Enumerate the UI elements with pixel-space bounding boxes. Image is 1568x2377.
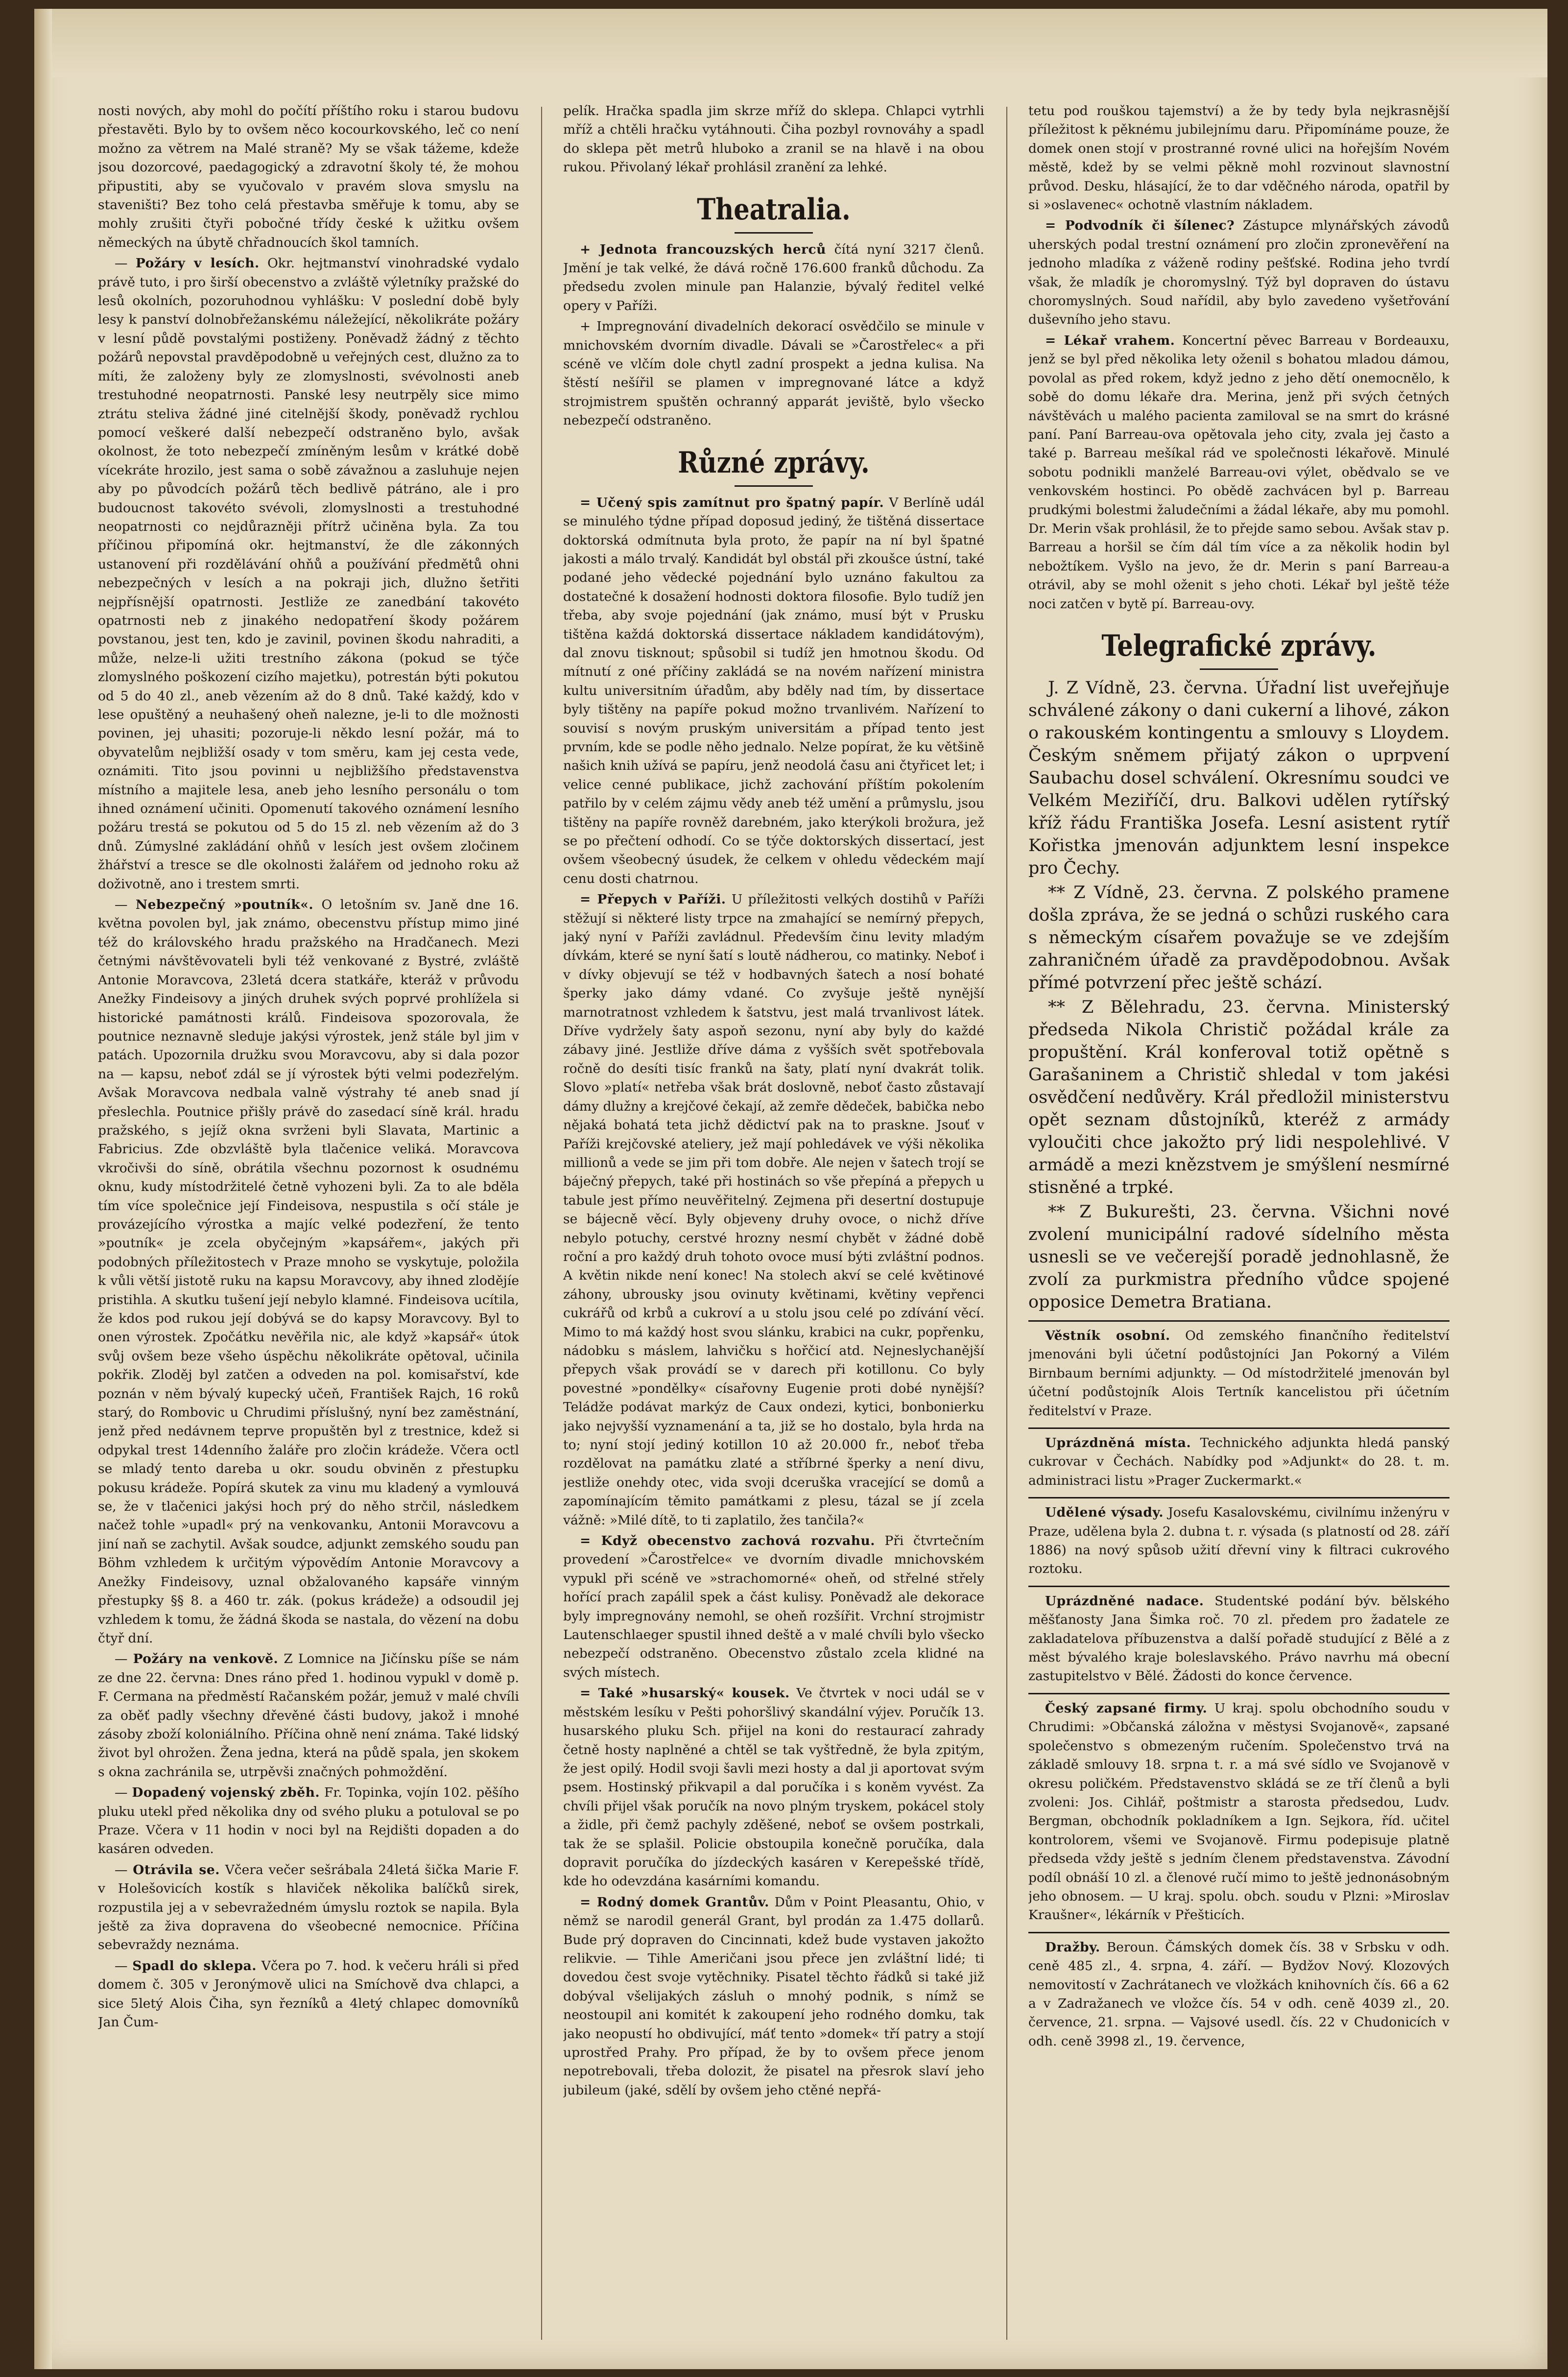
text-deserter: Fr. Topinka, vojín 102. pěšího pluku utekl před několika dny od svého pluku a potuloval se po Praze. Včera v 11 hodin v noci byl na Rejdišti dopaden a do kasáren odveden.	[98, 1785, 519, 1857]
article-doctor	[1028, 332, 1449, 614]
text-french-actors: čítá nyní 3217 členů. Jmění je tak velké, že dává ročně 176.600 franků důchodu. Za předsedu zvolen minule pan Halanzie, bývalý ředitel velké opery v Paříži.	[563, 241, 984, 313]
heading-personal: Věstník osobní.	[1045, 1328, 1170, 1343]
section-title-various: Různé zprávy.	[678, 445, 870, 480]
text-luxury: U příležitosti velkých dostihů v Paříži stěžují si některé listy trpce na zmahající se nemírný přepych, jaký nyní v Paříži zavládnul. Především činu levity mladým dívkám, které se nyní šatí s loutě nádherou, co matinky. Neboť i v dívky objevují se též v hodbavných šatech a nosí bohaté šperky jako dámy vdané. Co zvyšuje ještě nynější marnotratnost vzhledem k šatstvu, jest malá trvanlivost látek. Dříve vydržely šaty aspoň sezonu, nyní aby byly do každé zábavy jiné. Jestliže dříve dáma z vyšších svět spotřebovala ročně do desíti tisíc franků na šaty, platí nyní dvakrát tolik. Slovo »platí« netřeba však brát doslovně, neboť často zůstavají dámy dlužny a krejčové čekají, až zemře dědeček, babička nebo nějaká bohatá teta jichž dědictví pak na to praskne. Jsouť v Paříži krejčovské ateliery, jež mají pohledávek ve výši několika millionů a vede se jim při tom dobře. Ale nejen v šatech trojí se báječný přepych, také při hostinách so vše přepíná a přepych u tabule jest přímo neuvěřitelný. Zejmena při desertní dostupuje se bájecně věcí. Byly objeveny druhy ovoce, o nichž dříve nebylo potuchy, cerstvé hrozny nesmí chybět v žádné době roční a pro každý druh tohoto ovoce musí býti zvláštní podnos. A květin nikde není konec! Na stolech akví se celé květinové záhony, ubrousky jsou ovinuty květinami, květiny vepřenci cukrářů od krbů a cukroví a u stolu jsou celé po zdívání věcí. Mimo to má každý host svou slánku, krabici na cukr, popřenku, nádobku s máslem, lahvičku s hořčicí atd. Nejneslychanější přepych však provádí se v darech při kotillonu. Co byly povestné »pondělky« císařovny Eugenie proti dobé nynější? Teládže podávat markýz de Caux ondezi, kytici, bonbonierku jako nejvyšší vyznamenání a ta, již se ho dostalo, byla hrda na to; nyní stojí jediný kotillon 10 až 20.000 fr., neboť třeba rozdělovat na památku zlaté a stříbrné šperky a není divu, jestliže onehdy otec, vida svoji dceruška vracející se domů a zapomínajícím těmito památkami z plesu, tázal se jí zcela vážně: »Milé dítě, to ti zaplatilo, žes tančila?«	[563, 892, 984, 1528]
divider	[1028, 1932, 1449, 1933]
notice-foundations	[1028, 1592, 1449, 1686]
divider	[1028, 1586, 1449, 1587]
text-firms: U kraj. spolu obchodního soudu v Chrudimi: »Občanská záložna v městysi Svojanově«, zapsané společenstvo s obmezeným ručením. Společenstvo trvá na základě smlouvy 18. srpna t. r. a má své sídlo ve Svojanově v okresu poličkém. Představenstvo skládá se ze tří členů a byli zvoleni: Jos. Cihlář, poštmistr a starosta předsedou, Ludv. Bergman, obchodník pokladníkem a Ign. Sejkora, říd. učitel kontrolorem, všemi ve Svojanově. Firmu podepisuje platně předseda vždy ještě s jedním členem představenstva. Závodní podíl obnáší 10 zl. a členové ručí mimo to ještě jednonásobným jeho obnosem. — U kraj. spolu. obch. soudu v Plzni: »Miroslav Kraušner«, lékárník v Přešticích.	[1028, 1700, 1449, 1923]
section-underline	[735, 485, 813, 487]
column-rule-1	[541, 107, 542, 2340]
telegraph-bucharest: ** Z Bukurešti, 23. června. Všichni nové zvolení municipální radové sídelního města usnesli se ve večerejší poradě jednohlasně, že zvolí za purkmistra předního vůdce spojené opposice Demetra Bratiana.	[1028, 1202, 1449, 1312]
text-foundations: Studentské podání býv. bělského měšťanosty Jana Šimka roč. 70 zl. předem pro žadatele ze zakladatelova příbuzenstva a další pořadě studující z Bělé a z měst bývalého kraje boleslavského. Právo navrhu má obecní zastupitelstvo v Bělé. Žádosti do konce července.	[1028, 1593, 1449, 1684]
page-top-fold	[34, 9, 1547, 77]
heading-grant: = Rodný domek Grantův.	[580, 1894, 769, 1910]
telegraph-block	[1028, 677, 1449, 1313]
article-cellar: — Spadl do sklepa. Včera po 7. hod. k večeru hráli si před domem č. 305 v Jeronýmově ulici na Smíchově dva chlapci, a sice 5letý Alois Čiha, syn řezníků a 4letý chlapec domovníků Jan Čum-	[98, 1958, 519, 2030]
article-school-tail: nosti nových, aby mohl do počítí příštího roku i starou budovu přestavěti. Bylo by to ovšem něco kocourkovského, leč co není možno za větrem na Malé straně? My se však tážeme, kdeže jsou dozorcové, paedagogický a zdravotní školy té, že mohou připustiti, aby se vyučovalo v pravém slova smyslu na staveništi? Bez toho celá přestavba směřuje k tomu, aby se mohly zrušiti čtyři pobočné třídy české k užitku ovšem německých na úbytě chřadnoucích škol tamních.	[98, 103, 519, 250]
newspaper-page	[34, 9, 1547, 2369]
article-pilgrim: — Nebezpečný »poutník«. O letošním sv. Janě dne 16. května povolen byl, jak známo, obecenstvu přístup mimo jiné též do královského hradu pražského na Hradčanech. Mezi četnými návštěvovateli byli též venkované z Bystré, zvláště Antonie Moravcova, 23letá dcera statkáře, kteráž v průvodu Anežky Findeisovy a jiných druhek svých poprvé prohlížela si historické památnosti králů. Findeisova spozorovala, že poutnice neznavně sleduje jakýsi výrostek, jenž stále byl jim v patách. Upozornila družku svou Moravcovu, aby si dala pozor na — kapsu, neboť zdál se jí výrostek býti velmi podezřelým. Avšak Moravcova nedbala valně výstrahy té aneb snad jí přeslechla. Poutnice přišly právě do zasedací síně král. hradu pražského, s jejíž okna svrženi byli Slavata, Martinic a Fabricius. Zde obzvláště byla tlačenice veliká. Moravcova vkročivši do síně, obrátila všechnu pozornost k osudnému oknu, kudy místodržitelé četně vyhozeni byli. Za to ale bděla tím více společnice její Findeisova, nespustila s očí stále je provázejícího výrostka a majíc velké podezření, že tento »poutník« je zcela obyčejným »kapsářem«, jakých při podobných příležitostech v Praze mnoho se vyskytuje, položila k vůli větší jistotě ruku na kapsu Moravcovy, aby ihned zlodějíe pristihla. A skutku tušení její nebylo klamné. Findeisova ucítila, že kdos pod rukou její dobývá se do kapsy Moravcovy. Byl to onen výrostek. Zpočátku nevěřila nic, ale když »kapsář« útok svůj ovšem beze všeho úspěchu několikráte opětoval, učinila pokřik. Zloděj byl zatčen a odveden na pol. komisařství, kde poznán v něm bývalý kupecký učeň, František Rajch, 16 roků starý, do Rombovic u Chrudimi příslušný, nyní bez zaměstnání, jenž před nedávnem teprve propuštěn byl z trestnice, kdež si odpykal trest 14denního žaláře pro zločin krádeže. Včera octl se mladý tento dareba u okr. soudu obviněn z přestupku pokusu krádeže. Popírá skutek za vinu mu kladený a vymlouvá se, že v tlačenici jakýsi hoch prý do něho strčil, následkem načež tohle »upadl« prý na venkovanku, Antonii Moravcovu a jiní naň se zachytil. Avšak soudce, adjunkt zemského soudu pan Böhm vzhledem k určitým výpovědím Antonie Moravcovy a Anežky Findeisovy, uznal obžalovaného kapsáře vinným přestupky §§ 8. a 460 tr. zák. (pokus krádeže) a odsoudil jej vzhledem k tomu, že žádná škoda se nastala, do vězení na dobu čtyř dní.	[98, 897, 519, 1646]
text-country-fires: Z Lomnice na Jičínsku píše se nám ze dne 22. června: Dnes ráno před 1. hodinou vypukl v domě p. F. Cermana na předměstí Račanském požár, jemuž v malé chvíli za oběť padly všechny dřevěné části budovy, jakož i mnohé zásoby zboží koloniálního. Příčina ohně není známa. Také lidský život byl ohrožen. Žena jedna, která na půdě spala, jen skokem s okna zachránila se, utrpěvši značných pohmoždění.	[98, 1651, 519, 1780]
article-cellar-tail: pelík. Hračka spadla jim skrze mříž do sklepa. Chlapci vytrhli mříž a chtěli hračku vytáhnouti. Čiha pozbyl rovnováhy a spadl do sklepa pět metrů hluboko a zranil se na hlavě i na obou rukou. Přivolaný lékař prohlásil zranění za lehké.	[563, 103, 984, 175]
divider	[1028, 1427, 1449, 1429]
column-2	[563, 102, 984, 2350]
text-doctor: Koncertní pěvec Barreau v Bordeauxu, jenž se byl před několika lety oženil s bohatou mladou dámou, povolal as před rokem, když jedno z jeho dětí onemocnělo, k sobě do domu lékaře dra. Merina, jenž při svých četných návštěvách u malého pacienta zamiloval se na smrt do krásné paní. Paní Barreau-ova opětovala jeho city, zvala jej často a také p. Barreau mešíkal rád ve společnosti lékařově. Minulé sobotu podnikli manželé Barreau-ovi výlet, obědvalo se ve venkovském hostinci. Po obědě zachvácen byl p. Barreau prudkými bolestmi žaludečními a žádal lékaře, aby mu pomohl. Dr. Merin však prohlásil, že to přejde samo sebou. Avšak stav p. Barreau a horšil se čím dál tím více a za několik hodin byl nebožtíkem. Vyšlo na jevo, že dr. Merin s paní Barreau-a otrávil, aby se mohl oženit s jeho choti. Lékař byl ještě téže noci zatčen v bytě pí. Barreau-ovy.	[1028, 333, 1449, 612]
heading-poisoned: Otrávila se.	[133, 1862, 220, 1878]
article-forest-fires: — Požáry v lesích. Okr. hejtmanství vinohradské vydalo právě tuto, i pro širší obecenstvo a zvláště výletníky pražské do lesů okolních, pozoruhodnou vyhlášku: V poslední době byly lesy k panství dolnobřežanskému náležející, několikráte požáry v lesní půdě povstalými postiženy. Poněvadž žádný z těchto požárů nepovstal pravděpodobně u veřejných cest, dlužno za to míti, že založeny byly ze zlomyslnosti, svévolnosti aneb trestuhodné neopatrnosti. Panské lesy neutrpěly sice mimo ztrátu steliva žádné jiné citelnější škody, poněvadž rychlou pomocí veškeré další nebezpečí odstraněno bylo, avšak okolnost, že toto nebezpečí zmíněným lesům v krátké době vícekráte hrozilo, jest sama o sobě závažnou a zasluhuje nejen aby po původcích požárů těch bedlivě pátráno, ale i pro budoucnost takovéto svévoli, zlomyslnosti a trestuhodné neopatrnosti co nejdůrazněji přítrž učiněna byla. Za tou příčinou připomíná okr. hejtmanství, že dle zákonných ustanovení při rozdělávání ohňů a používání předmětů ohni nebezpečných v lesích a na pokraji jich, dlužno šetřiti nejpřísnější opatrnosti. Jestliže ze zanedbání takovéto opatrnosti neb z jinakého nedopatření škody požárem povstanou, jest ten, kdo je zavinil, povinen škodu nahraditi, a může, nelze-li užiti trestního zákona (pokud se týče zlomyslného poškození cizího majetku), potrestán býti pokutou od 5 do 40 zl., aneb vězením až do 8 dnů. Také každý, kdo v lese opuštěný a neuhašený oheň nalezne, je-li to dle možnosti povinen, jej uhasiti; pozoruje-li někdo lesní požár, má to obyvatelům nejbližší osady v tom směru, kam jej cesta vede, oznámiti. Tito jsou povinni u nejbližšího představenstva místního a majitele lesa, aneb jeho lesního personálu o tom ihned oznámení učiniti. Opomenutí takového oznámení lesního požáru trestá se pokutou od 5 do 15 zl. neb vězením až do 3 dnů. Zúmyslné zakládání ohňů v lesích jest ovšem zločinem žhářství a tresce se dle okolnosti žalářem od jednoho roku až doživotně, ano i trestem smrti.	[98, 256, 519, 892]
text-vacancies: Technického adjunkta hledá panský cukrovar v Čechách. Nabídky pod »Adjunkt« do 28. t. m. administraci listu »Prager Zuckermarkt.«	[1028, 1435, 1449, 1488]
article-hussar	[563, 1684, 984, 1891]
heading-foundations: Uprázdněné nadace.	[1045, 1593, 1204, 1609]
divider	[1028, 1497, 1449, 1498]
text-privileges: Josefu Kasalovskému, civilnímu inženýru v Praze, udělena byla 2. dubna t. r. výsada (s platností od 28. září 1886) na nový spůsob užití dřevní viny k filtraci cukrového roztoku.	[1028, 1505, 1449, 1577]
column-1	[98, 102, 519, 2350]
heading-auctions: Dražby.	[1045, 1939, 1100, 1955]
text-paper: V Berlíně udál se minulého týdne případ doposud jediný, že tištěná dissertace doktorská odmítnuta byla proto, že papír na ní byl špatné jakosti a málo trvalý. Kandidát byl obstál při zkoušce ústní, také podané jeho vědecké pojednání bylo uznáno fakultou za dostatečné k dosažení hodnosti doktora filosofie. Bylo tudíž jen třeba, aby svoje pojednání (jak známo, musí být v Prusku tištěna každá doktorská dissertace nákladem kandidátovým), dal znovu tisknout; spůsobil si tudíž jen hmotnou škodu. Od mítnutí z oné příčiny zakládá se na novém nařízení ministra kultu universitním úřadům, aby bděly nad tím, by dissertace byly tištěny na papíře pokud možno trvanlivém. Nařízení to souvisí s novým pruským universitám a případ tento jest prvním, kde se podle něho jednalo. Nelze popírat, že ku většině našich knih užívá se papíru, jenž neodolá času ani čtyřicet let; i velice cenné publikace, jichž zachování příštím pokolením patřilo by v celém zájmu vědy aneb též umění a průmyslu, jsou tištěny na papíře rovněž darebném, jako kterýkoli brožura, jež se po přečtení odhodí. Co se týče doktorských dissertací, jest ovšem všeobecný úsudek, že celkem v ohledu vědeckém mají cenu dosti chatrnou.	[563, 495, 984, 886]
heading-firms: Český zapsané firmy.	[1045, 1700, 1208, 1716]
divider	[1028, 1693, 1449, 1694]
heading-french-actors: + Jednota francouzských herců	[580, 241, 826, 257]
text-swindler: Zástupce mlynářských závodů uherských podal trestní oznámení pro zločin zpronevěření na jednoho mladíka z váženě rodiny pešťské. Rodina jeho tvrdí však, že mladík je choromyslný. Týž byl dopraven do ústavu choromyslných. Soud nařídil, aby bylo zavedeno vyšetřování duševního jeho stavu.	[1028, 218, 1449, 328]
heading-cellar: Spadl do sklepa.	[132, 1958, 257, 1973]
notice-auctions	[1028, 1938, 1449, 2051]
text-personal: Od zemského finančního ředitelství jmenováni byli účetní podůstojníci Jan Pokorný a Vilém Birnbaum berními adjunkty. — Od místodržitelé jmenován byl účetní podůstojník Alois Tertník kancelistou při účetním ředitelství v Praze.	[1028, 1328, 1449, 1419]
page-left-edge	[34, 9, 52, 2369]
heading-paper: = Učený spis zamítnut pro špatný papír.	[580, 495, 884, 510]
article-swindler	[1028, 216, 1449, 329]
article-country-fires: — Požáry na venkově. Z Lomnice na Jičínsku píše se nám ze dne 22. června: Dnes ráno před 1. hodinou vypukl v domě p. F. Cermana na předměstí Račanském požár, jemuž v malé chvíli za oběť padly všechny dřevěné části budovy, jakož i mnohé zásoby zboží koloniálního. Příčina ohně není známa. Také lidský život byl ohrožen. Žena jedna, která na půdě spala, jen skokem s okna zachránila se, utrpěvši značných pohmoždění.	[98, 1651, 519, 1780]
notice-vacancies	[1028, 1434, 1449, 1490]
heading-deserter: Dopadený vojenský zběh.	[132, 1785, 320, 1801]
column-3	[1028, 102, 1449, 2350]
text-forest-fires: Okr. hejtmanství vinohradské vydalo právě tuto, i pro širší obecenstvo a zvláště výletníky pražské do lesů okolních, pozoruhodnou vyhlášku: V poslední době byly lesy k panství dolnobřežanskému náležející, několikráte požáry v lesní půdě povstalými postiženy. Poněvadž žádný z těchto požárů nepovstal pravděpodobně u veřejných cest, dlužno za to míti, že založeny byly ze zlomyslnosti, svévolnosti aneb trestuhodné neopatrnosti. Panské lesy neutrpěly sice mimo ztrátu steliva žádné jiné citelnější škody, poněvadž rychlou pomocí veškeré další nebezpečí odstraněno bylo, avšak okolnost, že toto nebezpečí zmíněným lesům v krátké době vícekráte hrozilo, jest sama o sobě závažnou a zasluhuje nejen aby po původcích požárů těch bedlivě pátráno, ale i pro budoucnost takovéto svévoli, zlomyslnosti a trestuhodné neopatrnosti co nejdůrazněji přítrž učiněna byla. Za tou příčinou připomíná okr. hejtmanství, že dle zákonných ustanovení při rozdělávání ohňů a používání předmětů ohni nebezpečných v lesích a na pokraji jich, dlužno šetřiti nejpřísnější opatrnosti. Jestliže ze zanedbání takovéto opatrnosti neb z jinakého nedopatření škody požárem povstanou, jest ten, kdo je zavinil, povinen škodu nahraditi, a může, nelze-li užiti trestního zákona (pokud se týče zlomyslného poškození cizího majetku), potrestán býti pokutou od 5 do 40 zl., aneb vězením až do 8 dnů. Také každý, kdo v lese opuštěný a neuhašený oheň nalezne, je-li to dle možnosti povinen, jej uhasiti; pozoruje-li někdo lesní požár, má to obyvatelům nejbližší osady v tom směru, kam jej cesta vede, oznámiti. Tito jsou povinni u nejbližšího představenstva místního a majitele lesa, aneb jeho lesního personálu o tom ihned oznámení učiniti. Opomenutí takového oznámení lesního požáru trestá se pokutou od 5 do 15 zl. neb vězením až do 3 dnů. Zúmyslné zakládání ohňů v lesích jest ovšem zločinem žhářství a tresce se dle okolnosti žalářem od jednoho roku až doživotně, ano i trestem smrti.	[98, 256, 519, 892]
article-paper	[563, 494, 984, 889]
notice-firms	[1028, 1699, 1449, 1925]
notice-privileges	[1028, 1503, 1449, 1579]
article-poisoned: — Otrávila se. Včera večer sešrábala 24letá šička Marie F. v Holešovicích kostík s hlaviček několika balíčků sirek, rozpustila jej a v sebevražedném úmyslu roztok se napila. Byla ještě za živa dopravena do všeobecné nemocnice. Příčina sebevraždy neznáma.	[98, 1862, 519, 1953]
notice-personal	[1028, 1327, 1449, 1421]
section-title-theatralia: Theatralia.	[697, 192, 851, 227]
section-title-telegraph: Telegrafické zprávy.	[1101, 628, 1377, 663]
heading-forest-fires: Požáry v lesích.	[135, 256, 260, 271]
telegraph-vienna-1: J. Z Vídně, 23. června. Úřadní list uveřejňuje schválené zákony o dani cukerní a lihové, zákon o rakouském kontingentu a smlouvy s Lloydem. Českým sněmem přijatý zákon o uprpvení Saubachu dosel schválení. Okresnímu soudci ve Velkém Meziříčí, dru. Balkovi udělen rytířský kříž řádu Františka Josefa. Lesní asistent rytíř Kořistka jmenován adjunktem lesní inspekce pro Čechy.	[1028, 678, 1449, 878]
section-underline	[735, 232, 813, 234]
divider	[1028, 1320, 1449, 1322]
heading-pilgrim: Nebezpečný »poutník«.	[135, 897, 314, 913]
text-calm: Při čtvrtečním provedení »Čarostřelce« ve dvorním divadle mnichovském vypukl při scéně ve »strachomorné« oheň, od střelné střely hořící prach zapálil spek a část kulisy. Poněvadž ale dekorace byly impregnovány nemohl, se oheň rozšířit. Vrchní strojmistr Lautenschlaeger spustil ihned deště a v malé chvíli bylo všecko nebezpečí odstraněno. Obecenstvo zůstalo zcela klidné na svých místech.	[563, 1533, 984, 1680]
article-calm	[563, 1532, 984, 1682]
telegraph-vienna-2: ** Z Vídně, 23. června. Z polského pramene došla zpráva, že se jedná o schůzi ruského cara s německým císařem považuje se ve zdejším zahraničném úřadě za pravděpodobnou. Avšak přímé potvrzení přec ještě schází.	[1028, 882, 1449, 993]
text-pilgrim: O letošním sv. Janě dne 16. května povolen byl, jak známo, obecenstvu přístup mimo jiné též do královského hradu pražského na Hradčanech. Mezi četnými návštěvovateli byli též venkované z Bystré, zvláště Antonie Moravcova, 23letá dcera statkáře, kteráž v průvodu Anežky Findeisovy a jiných druhek svých poprvé prohlížela si historické památnosti králů. Findeisova spozorovala, že poutnice neznavně sleduje jakýsi výrostek, jenž stále byl jim v patách. Upozornila družku svou Moravcovu, aby si dala pozor na — kapsu, neboť zdál se jí výrostek býti velmi podezřelým. Avšak Moravcova nedbala valně výstrahy té aneb snad jí přeslechla. Poutnice přišly právě do zasedací síně král. hradu pražského, s jejíž okna svrženi byli Slavata, Martinic a Fabricius. Zde obzvláště byla tlačenice veliká. Moravcova vkročivši do síně, obrátila všechnu pozornost k osudnému oknu, kudy místodržitelé četně vyhozeni byli. Za to ale bděla tím více společnice její Findeisova, nespustila s očí stále je provázejícího výrostka a majíc velké podezření, že tento »poutník« je zcela obyčejným »kapsářem«, jakých při podobných příležitostech v Praze mnoho se vyskytuje, položila k vůli větší jistotě ruku na kapsu Moravcovy, aby ihned zlodějíe pristihla. A skutku tušení její nebylo klamné. Findeisova ucítila, že kdos pod rukou její dobývá se do kapsy Moravcovy. Byl to onen výrostek. Zpočátku nevěřila nic, ale když »kapsář« útok svůj ovšem beze všeho úspěchu několikráte opětoval, učinila pokřik. Zloděj byl zatčen a odveden na pol. komisařství, kde poznán v něm bývalý kupecký učeň, František Rajch, 16 roků starý, do Rombovic u Chrudimi příslušný, nyní bez zaměstnání, jenž před nedávnem teprve propuštěn byl z trestnice, kdež si odpykal trest 14denního žaláře pro zločin krádeže. Včera octl se mladý tento dareba u okr. soudu obviněn z přestupku pokusu krádeže. Popírá skutek za vinu mu kladený a vymlouvá se, že v tlačenici jakýsi hoch prý do něho strčil, následkem načež tohle »upadl« prý na venkovanku, Antonii Moravcovu a jiní naň se zachytil. Avšak soudce, adjunkt zemského soudu pan Böhm vzhledem k určitým výpovědím Antonie Moravcovy a Anežky Findeisovy, uznal obžalovaného kapsáře vinným přestupky §§ 8. a 460 tr. zák. (pokus krádeže) a odsoudil jej vzhledem k tomu, že žádná škoda se nastala, do vězení na dobu čtyř dní.	[98, 897, 519, 1646]
article-grant	[563, 1893, 984, 2100]
heading-vacancies: Uprázdněná místa.	[1045, 1435, 1191, 1450]
text-hussar: Ve čtvrtek v noci udál se v městském lesíku v Pešti pohoršlivý skandální výjev. Poručík 13. husarského pluku Sch. přijel na koni do restaurací zahrady četně hosty naplněné a chtěl se tak vyštředně, že byla zpitým, že jest opilý. Hodil svoji šavli mezi hosty a dal ji aportovat svým psem. Hostinský přikvapil a dal poručíka i s koněm vyvést. Za chvíli přijel však poručík na novo plným tryskem, pokácel stoly a židle, při čemž pachyly zděšené, neboť se ovšem postrkali, tak že se splašil. Policie obstoupila konečně poručíka, dala dopravit poručíka do jízdeckých kasáren v Kerepešské třídě, kde ho odevzdána kasárními komandu.	[563, 1686, 984, 1889]
text-auctions: Beroun. Čámských domek čís. 38 v Srbsku v odh. ceně 485 zl., 4. srpna, 4. září. — Bydžov Nový. Klozových nemovitostí v Zachrátanech ve vložkách knihovních čís. 66 a 62 a v Zadražanech ve vložce čís. 54 v odh. ceně 4039 zl., 20. července, 21. srpna. — Vajsové usedl. čís. 22 v Chudonicích v odh. ceně 3998 zl., 19. července,	[1028, 1939, 1449, 2049]
text-poisoned: Včera večer sešrábala 24letá šička Marie F. v Holešovicích kostík s hlaviček několika balíčků sirek, rozpustila jej a v sebevražedném úmyslu roztok se napila. Byla ještě za živa dopravena do všeobecné nemocnice. Příčina sebevraždy neznáma.	[98, 1862, 519, 1953]
text-grant: Dům v Point Pleasantu, Ohio, v němž se narodil generál Grant, byl prodán za 1.475 dollarů. Bude prý dopraven do Cincinnati, kdež bude vystaven jakožto relikvie. — Tihle Američani jsou přece jen zvláštní lidé; ti dovedou čest svoje vytěchniky. Pisatel těchto řádků si také již dobýval všelijakých zásluh o mnohý podnik, s nímž se neostoupil ani komitét k zakoupení jeho rodného domku, tak jako neopustí ho obdivující, máť tento »domek« tří patry a stojí uprostřed Prahy. Pro případ, že by to ovšem přece jenom nepotrebovali, třeba dolozit, že pisatel na přesrok slaví jeho jubileum (jaké, sdělí by ovšem jeho ctěné nepřá-	[563, 1894, 984, 2098]
heading-calm: = Když obecenstvo zachová rozvahu.	[580, 1533, 875, 1549]
text-cellar: Včera po 7. hod. k večeru hráli si před domem č. 305 v Jeronýmově ulici na Smíchově dva chlapci, a sice 5letý Alois Čiha, syn řezníků a 4letý chlapec domovníků Jan Čum-	[98, 1958, 519, 2030]
article-deserter: — Dopadený vojenský zběh. Fr. Topinka, vojín 102. pěšího pluku utekl před několika dny od svého pluku a potuloval se po Praze. Včera v 11 hodin v noci byl na Rejdišti dopaden a do kasáren odveden.	[98, 1785, 519, 1857]
telegraph-belgrade: ** Z Bělehradu, 23. června. Ministerský předseda Nikola Christič požádal krále za propuštění. Král konferoval totiž opětně s Garašaninem a Christič shledal v tom jakési osvědčení nedůvěry. Král předložil ministerstvu opět seznam důstojníků, kteréž z armády vyloučiti chce jakožto prý lidi nespolehlivé. V armádě a mezi knězstvem je smýšlení nesmírné stisněné a trpké.	[1028, 997, 1449, 1197]
column-rule-2	[1006, 107, 1007, 2340]
section-underline	[1200, 668, 1278, 670]
article-impregnation: + Impregnování divadelních dekorací osvědčilo se minule v mnichovském dvorním divadle. Dávali se »Čarostřelec« a při scéně ve vlčím dole chytl zadní prospekt a jedna kulisa. Na štěstí nešířil se plamen v impregnované látce a když strojmistrem spuštěn ochranný apparát jeviště, bylo všecko nebezpečí odstraněno.	[563, 319, 984, 428]
heading-luxury: = Přepych v Paříži.	[580, 892, 726, 907]
article-grant-tail: tetu pod rouškou tajemství) a že by tedy byla nejkrasnější příležitost k pěknému jubilejnímu daru. Připomínáme pouze, že domek onen stojí v prostranné rovné ulici na hořejším Novém městě, kdež by se velmi pěkně mohl rozvinout slavnostní průvod. Desku, hlásající, že to dar vděčného národa, opatřil by si »oslavenec« ochotně vlastním nákladem.	[1028, 103, 1449, 213]
heading-swindler: = Podvodník či šílenec?	[1045, 218, 1235, 234]
heading-privileges: Udělené výsady.	[1045, 1505, 1164, 1521]
heading-country-fires: Požáry na venkově.	[133, 1651, 279, 1667]
heading-doctor: = Lékař vrahem.	[1045, 333, 1175, 348]
heading-hussar: = Také »husarský« kousek.	[580, 1686, 790, 1701]
article-luxury	[563, 890, 984, 1530]
article-french-actors	[563, 240, 984, 316]
